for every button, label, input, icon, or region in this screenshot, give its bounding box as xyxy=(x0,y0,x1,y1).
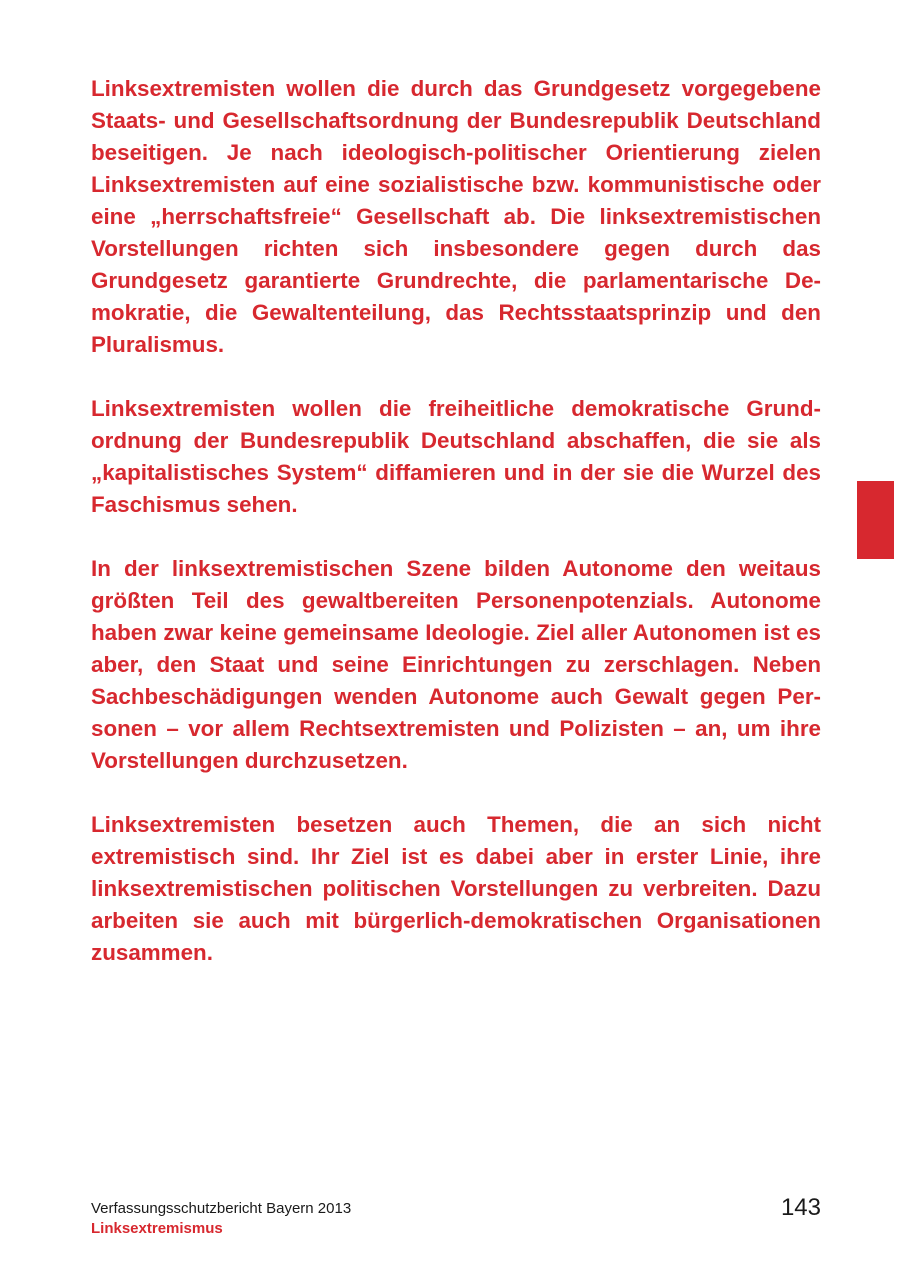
paragraph-1: Linksextremisten wollen die durch das Grundgesetz vorgegebene Staats- und Gesellschaftsordnung der Bundesrepublik Deutschland beseitigen. Je nach ideologisch-politischer Orientierung zielen Linksextremisten auf eine sozialistische bzw. kommunistische oder eine „herrschaftsfreie“ Gesellschaft ab. Die linksextremistischen Vorstellungen richten sich insbesondere gegen durch das Grundgesetz garantierte Grundrechte, die parlamentarische Demokratie, die Gewaltenteilung, das Rechtsstaatsprinzip und den Pluralismus. xyxy=(91,76,821,357)
paragraph-3: In der linksextremistischen Szene bilden Autonome den weitaus größten Teil des gewaltbereiten Personenpotenzials. Autonome haben zwar keine gemeinsame Ideologie. Ziel aller Autonomen ist es aber, den Staat und seine Einrichtungen zu zerschlagen. Neben Sachbeschädigungen wenden Autonome auch Gewalt gegen Personen – vor allem Rechtsextremisten und Polizisten – an, um ihre Vorstellungen durchzusetzen. xyxy=(91,556,821,773)
section-title: Linksextremismus xyxy=(91,1220,223,1237)
publication-title: Verfassungsschutzbericht Bayern 2013 xyxy=(91,1200,352,1217)
footer xyxy=(91,1199,591,1239)
page-number: 143 xyxy=(780,1194,821,1221)
paragraph-2: Linksextremisten wollen die freiheitliche demokratische Grundordnung der Bundesrepublik Deutschland abschaffen, die sie als „kapitalistisches System“ diffamieren und in der sie die Wurzel des Faschismus sehen. xyxy=(91,396,821,517)
body-text xyxy=(91,73,821,1001)
paragraph-4: Linksextremisten besetzen auch Themen, die an sich nicht extremistisch sind. Ihr Ziel ist es dabei aber in erster Linie, ihre linksextremistischen politischen Vorstellungen zu verbreiten. Dazu arbeiten sie auch mit bürgerlich-demokratischen Organisationen zusammen. xyxy=(91,812,821,965)
chapter-tab-marker xyxy=(857,481,894,559)
